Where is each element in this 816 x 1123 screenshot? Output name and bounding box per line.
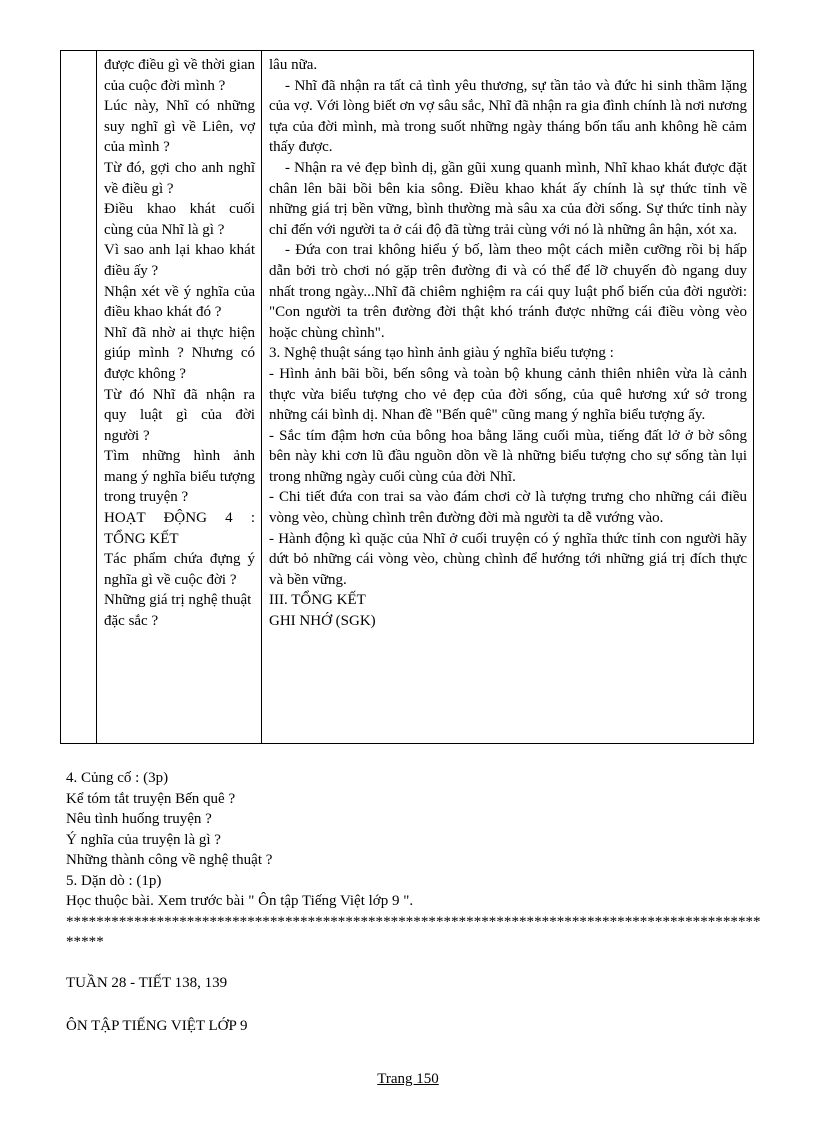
content-paragraph: - Đứa con trai không hiểu ý bố, làm theo một cách miễn cưỡng rồi bị hấp dẫn bởi trò chơi nó gặp trên đường đi và có thể để lỡ chuyến đò ngang duy nhất trong ngày...Nhĩ đã chiêm nghiệm ra cái quy luật phổ biến của đời người: "Con người ta trên đường đời thật khó tránh được những cái điều vòng vèo hoặc chùng chình". [269,242,747,341]
reinforce-heading: 4. Củng cố : (3p) [66,770,169,786]
question-item: Từ đó, gợi cho anh nghĩ về điều gì ? [104,159,255,197]
section-heading: III. TỔNG KẾT [269,592,366,609]
homework-text: Học thuộc bài. Xem trước bài " Ôn tập Tiếng Việt lớp 9 ". [66,893,414,909]
table-column-questions [97,51,262,743]
note-text: GHI NHỚ (SGK) [269,613,376,630]
question-item: được điều gì về thời gian của cuộc đời mình ? [104,57,255,94]
table-column-activity [61,51,97,743]
content-paragraph: - Hành động kì quặc của Nhĩ ở cuối truyện có ý nghĩa thức tỉnh con người hãy dứt bỏ những cái vòng vèo, chùng chình để hướng tới những giá trị đích thực và bền vững. [269,530,747,588]
activity-heading: HOẠT ĐỘNG 4 : TỔNG KẾT [104,510,255,547]
content-paragraph: - Nhận ra vẻ đẹp bình dị, gần gũi xung quanh mình, Nhĩ khao khát được đặt chân lên bãi bồi bên kia sông. Điều khao khát ấy chính là sự thức tỉnh về những giá trị bền vững, bình thường mà sâu xa của đời sống. Sự thức tỉnh này chỉ đến với người ta ở cái độ đã từng trải cùng với nó là những ân hận, xót xa. [269,159,747,238]
content-paragraph: lâu nữa. [269,57,318,73]
content-paragraph: - Nhĩ đã nhận ra tất cả tình yêu thương, sự tần tảo và đức hi sinh thầm lặng của vợ. Với lòng biết ơn vợ sâu sắc, Nhĩ đã nhận ra gia đình chính là nơi nương tựa của đời mình, mà trong suốt những ngày tháng bốn tẩu anh không hề cảm thấy được. [269,77,747,156]
lesson-table [60,50,754,744]
question-item: Nhĩ đã nhờ ai thực hiện giúp mình ? Nhưng có được không ? [104,324,255,382]
content-paragraph: - Hình ảnh bãi bồi, bến sông và toàn bộ khung cảnh thiên nhiên vừa là cảnh thực vừa biểu tượng cho vẻ đẹp của đời sống, của quê hương xứ sở trong những cái bình dị. Nhan đề "Bến quê" cũng mang ý nghĩa biểu tượng ấy. [269,365,747,424]
homework-heading: 5. Dặn dò : (1p) [66,872,162,889]
reinforce-item: Nêu tình huống truyện ? [66,811,212,827]
content-paragraph: - Chi tiết đứa con trai sa vào đám chơi cờ là tượng trưng cho những cái điều vòng vèo, chùng chình trên đường đời mà người ta dễ vướng vào. [269,489,747,527]
content-paragraph: - Sắc tím đậm hơn của bông hoa bằng lăng cuối mùa, tiếng đất lở ở bờ sông bên này khi cơn lũ đầu nguồn dồn về là những biểu tượng cho sự sống tàn lụi trong những ngày cuối cùng của đời Nhĩ. [269,427,747,485]
reinforce-item: Ý nghĩa của truyện là gì ? [66,831,221,848]
question-item: Những giá trị nghệ thuật đặc sắc ? [104,592,252,630]
reinforce-item: Những thành công về nghệ thuật ? [66,852,273,868]
reinforce-item: Kể tóm tắt truyện Bến quê ? [66,790,236,807]
lesson-title: ÔN TẬP TIẾNG VIỆT LỚP 9 [66,1018,248,1034]
question-item: Tìm những hình ảnh mang ý nghĩa biểu tượng trong truyện ? [104,448,255,506]
week-heading: TUẦN 28 - TIẾT 138, 139 [66,975,228,991]
page-number: Trang 150 [377,1071,439,1087]
separator-line: ************************************************************************************************* [66,913,761,950]
table-column-content [262,51,753,743]
question-item: Nhận xét về ý nghĩa của điều khao khát đó ? [104,283,255,321]
section-heading: 3. Nghệ thuật sáng tạo hình ảnh giàu ý nghĩa biểu tượng : [269,345,614,362]
lesson-wrapup [66,768,766,953]
question-item: Lúc này, Nhĩ có những suy nghĩ gì về Liên, vợ của mình ? [104,98,255,156]
question-item: Điều khao khát cuối cùng của Nhĩ là gì ? [104,201,255,238]
question-item: Từ đó Nhĩ đã nhận ra quy luật gì của đời người ? [104,386,255,444]
question-item: Tác phẩm chứa đựng ý nghĩa gì về cuộc đời ? [104,551,255,588]
page-footer [0,1071,816,1088]
question-item: Vì sao anh lại khao khát điều ấy ? [104,242,255,279]
